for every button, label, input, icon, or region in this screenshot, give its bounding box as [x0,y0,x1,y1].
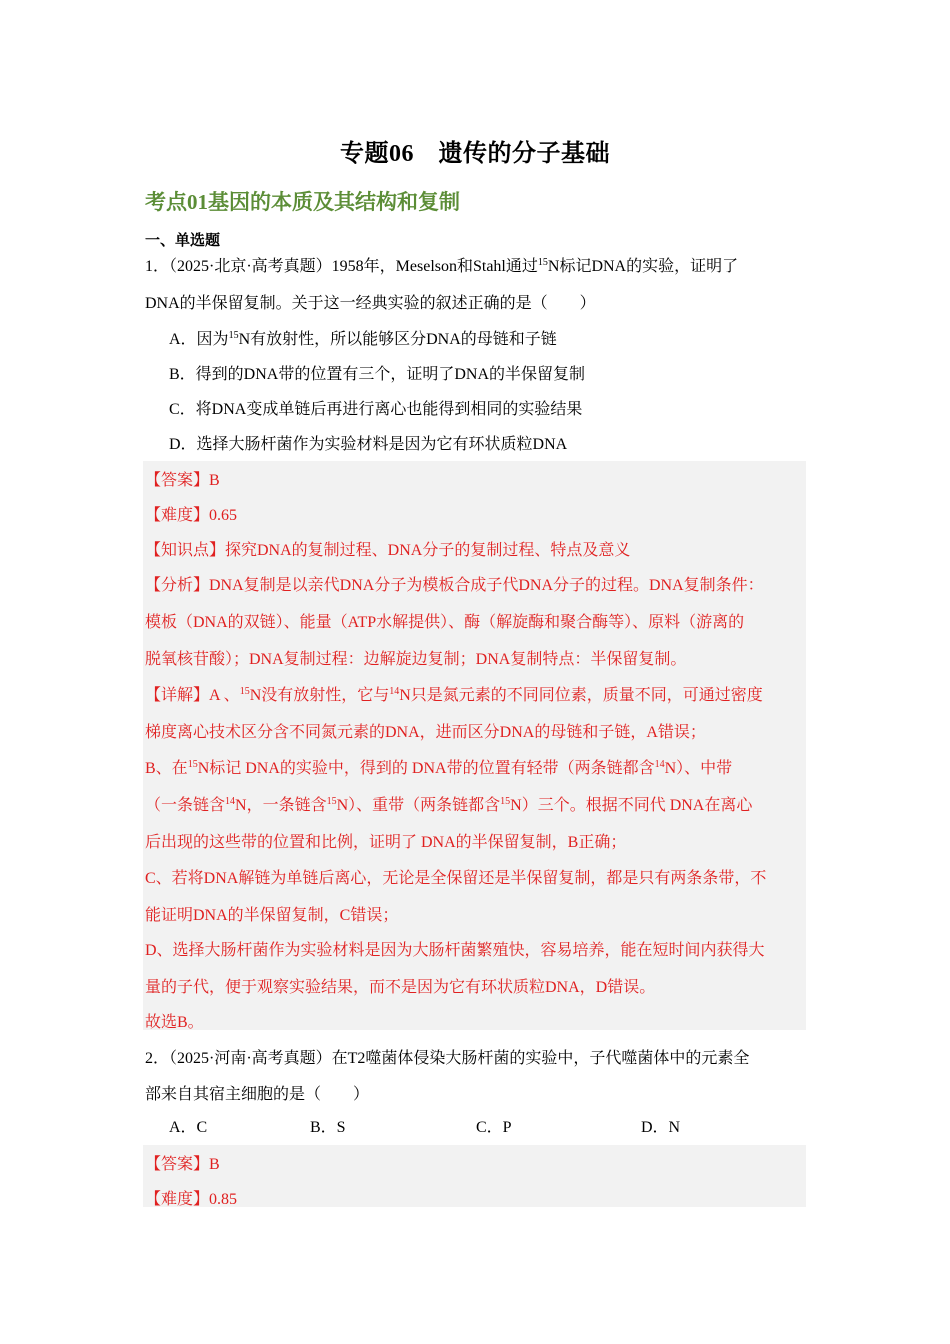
q1-analysis-line2: 模板（DNA的双链）、能量（ATP水解提供）、酶（解旋酶和聚合酶等）、原料（游离的 [145,614,745,631]
q1-analysis-line3: 脱氧核苷酸）；DNA复制过程：边解旋边复制；DNA复制特点：半保留复制。 [145,651,687,668]
q2-option-c: C．P [476,1119,512,1136]
q1-detail-line7: 能证明DNA的半保留复制，C错误； [145,907,399,924]
q2-option-a: A．C [169,1119,208,1136]
q2-difficulty: 【难度】0.85 [145,1191,238,1208]
q1-knowledge-point: 【知识点】探究DNA的复制过程、DNA分子的复制过程、特点及意义 [145,542,631,559]
q1-detail-line4: （一条链含$^{14}$N，一条链含$^{15}$N）、重带（两条链都含$^{15}$N）三个。根据不同代 DNA在离心 [145,796,753,814]
q1-detail-line2: 梯度离心技术区分含不同氮元素的DNA，进而区分DNA的母链和子链，A错误； [145,724,706,741]
q2-stem-line1: 2．（2025·河南·高考真题）在T2噬菌体侵染大肠杆菌的实验中，子代噬菌体中的元素全 [145,1050,750,1067]
q1-detail-line9: 量的子代，便于观察实验结果，而不是因为它有环状质粒DNA，D错误。 [145,979,656,996]
page-title: 专题06 遗传的分子基础 [340,141,610,167]
q2-option-b: B．S [310,1119,346,1136]
q1-option-b: B．得到的DNA带的位置有三个，证明了DNA的半保留复制 [169,366,586,383]
q1-detail-line5: 后出现的这些带的位置和比例，证明了 DNA的半保留复制，B正确； [145,834,627,851]
q2-option-d: D．N [641,1119,681,1136]
q1-stem-line2: DNA的半保留复制。关于这一经典实验的叙述正确的是（ ） [145,295,596,312]
section-heading: 考点01基因的本质及其结构和复制 [145,190,460,214]
q1-difficulty: 【难度】0.65 [145,507,238,524]
q1-conclusion: 故选B。 [145,1014,204,1031]
q2-answer-box [143,1145,806,1207]
q1-detail-line6: C、若将DNA解链为单链后离心，无论是全保留还是半保留复制，都是只有两条条带，不 [145,870,767,887]
q1-option-c: C．将DNA变成单链后再进行离心也能得到相同的实验结果 [169,401,583,418]
q1-answer: 【答案】B [145,472,220,489]
q1-option-a: A．因为$^{15}$N有放射性，所以能够区分DNA的母链和子链 [169,330,557,348]
q1-detail-line1: 【详解】A 、$^{15}$N没有放射性，它与$^{14}$N只是氮元素的不同同位素，质量不同，可通过密度 [145,686,763,704]
q1-stem-line1: 1．（2025·北京·高考真题）1958年，Meselson和Stahl通过$^{15}$N标记DNA的实验，证明了 [145,257,739,275]
q2-stem-line2: 部来自其宿主细胞的是（ ） [145,1086,370,1103]
question-type-label: 一、单选题 [145,233,221,249]
q1-analysis-line1: 【分析】DNA复制是以亲代DNA分子为模板合成子代DNA分子的过程。DNA复制条件： [145,577,764,594]
q1-detail-line3: B、在$^{15}$N标记 DNA的实验中，得到的 DNA带的位置有轻带（两条链都含$^{14}$N）、中带 [145,759,733,777]
q2-answer: 【答案】B [145,1156,220,1173]
q1-detail-line8: D、选择大肠杆菌作为实验材料是因为大肠杆菌繁殖快，容易培养，能在短时间内获得大 [145,942,765,959]
q1-option-d: D．选择大肠杆菌作为实验材料是因为它有环状质粒DNA [169,436,568,453]
